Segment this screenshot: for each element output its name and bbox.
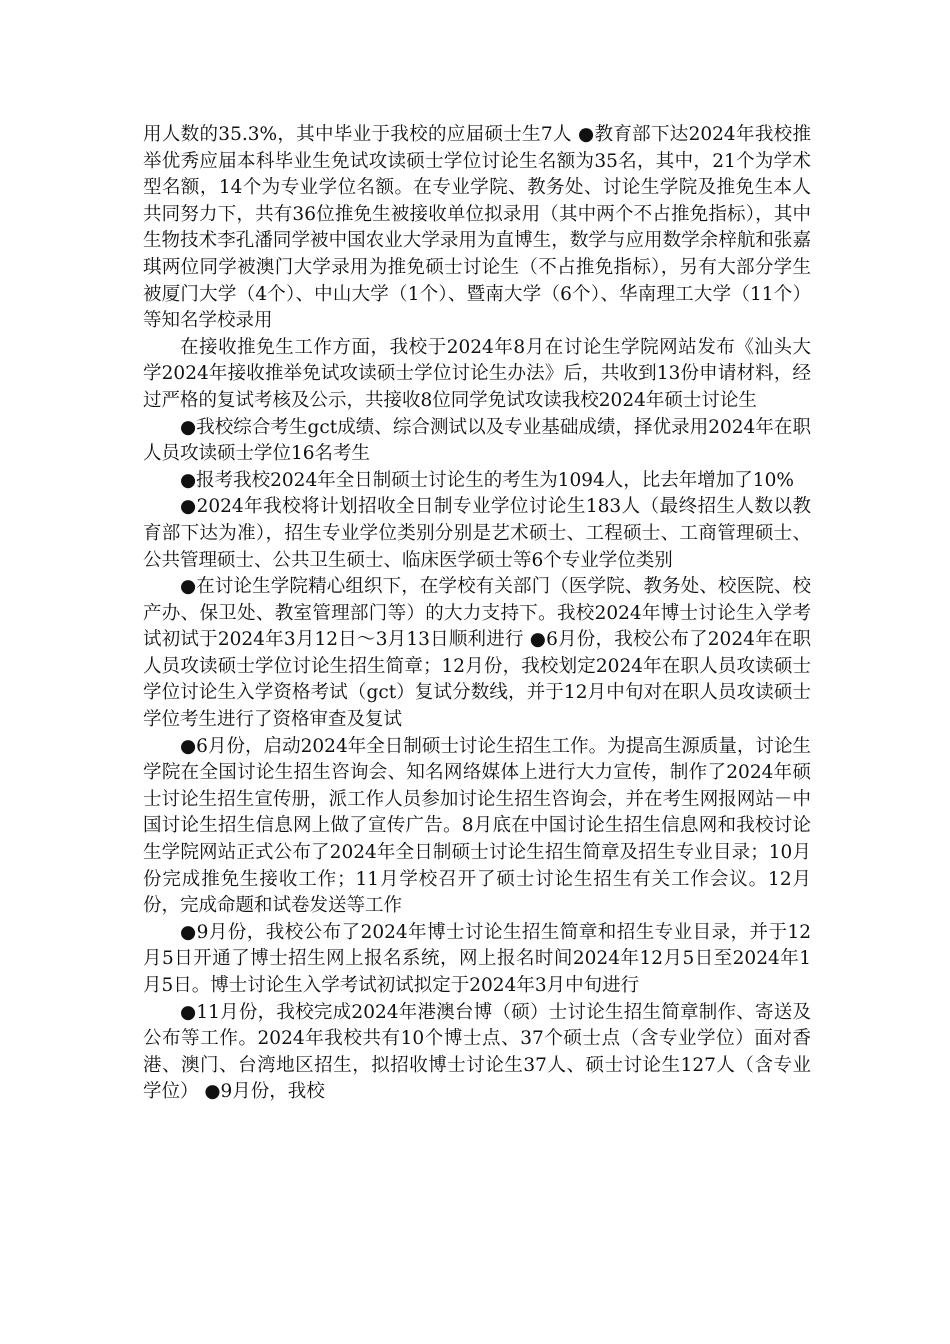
paragraph-hk-macau-taiwan: ●11月份，我校完成2024年港澳台博（硕）士讨论生招生简章制作、寄送及公布等工作。2024年我校共有10个博士点、37个硕士点（含专业学位）面对香港、澳门、台湾地区招生，拟招收博士讨论生37人、硕士讨论生127人（含专业学位） ●9月份，我校 — [143, 1001, 811, 1103]
paragraph-professional-degree-plan: ●2024年我校将计划招收全日制专业学位讨论生183人（最终招生人数以教育部下达为准），招生专业学位类别分别是艺术硕士、工程硕士、工商管理硕士、公共管理硕士、公共卫生硕士、临床医学硕士等6个专业学位类别 — [143, 496, 811, 571]
paragraph-admission-summary: 用人数的35.3%，其中毕业于我校的应届硕士生7人 ●教育部下达2024年我校推举优秀应届本科毕业生免试攻读硕士学位讨论生名额为35名，其中，21个为学术型名额，14个为专业学位名额。在专业学院、教务处、讨论生学院及推免生本人共同努力下，共有36位推免生被接收单位拟录用（其中两个不占推免指标），其中生物技术李孔潘同学被中国农业大学录用为直博生，数学与应用数学余梓航和张嘉琪两位同学被澳门大学录用为推免硕士讨论生（不占推免指标），另有大部分学生被厦门大学（4个）、中山大学（1个）、暨南大学（6个）、华南理工大学（11个）等知名学校录用 — [143, 124, 811, 332]
paragraph-masters-recruitment: ●6月份，启动2024年全日制硕士讨论生招生工作。为提高生源质量，讨论生学院在全国讨论生招生咨询会、知名网络媒体上进行大力宣传，制作了2024年硕士讨论生招生宣传册，派工作人员参加讨论生招生咨询会，并在考生网报网站－中国讨论生招生信息网上做了宣传广告。8月底在中国讨论生招生信息网和我校讨论生学院网站正式公布了2024年全日制硕士讨论生招生简章及招生专业目录；10月份完成推免生接收工作；11月学校召开了硕士讨论生招生有关工作会议。12月份，完成命题和试卷发送等工作 — [143, 735, 811, 917]
paragraph-applicant-count: ●报考我校2024年全日制硕士讨论生的考生为1094人，比去年增加了10% — [180, 469, 794, 491]
paragraph-doctoral-recruitment: ●9月份，我校公布了2024年博士讨论生招生简章和招生专业目录，并于12月5日开通了博士招生网上报名系统，网上报名时间2024年12月5日至2024年1月5日。博士讨论生入学考试初试拟定于2024年3月中旬进行 — [143, 921, 811, 996]
document-body — [143, 122, 811, 1106]
paragraph-recommended-students: 在接收推免生工作方面，我校于2024年8月在讨论生学院网站发布《汕头大学2024年接收推举免试攻读硕士学位讨论生办法》后，共收到13份申请材料，经过严格的复试考核及公示，共接收8位同学免试攻读我校2024年硕士讨论生 — [143, 336, 811, 411]
paragraph-doctoral-exam: ●在讨论生学院精心组织下，在学校有关部门（医学院、教务处、校医院、校产办、保卫处、教室管理部门等）的大力支持下。我校2024年博士讨论生入学考试初试于2024年3月12日～3月13日顺利进行 ●6月份，我校公布了2024年在职人员攻读硕士学位讨论生招生简章；12月份，我校划定2024年在职人员攻读硕士学位讨论生入学资格考试（gct）复试分数线，并于12月中旬对在职人员攻读硕士学位考生进行了资格审查及复试 — [143, 576, 811, 731]
paragraph-gct-admission: ●我校综合考生gct成绩、综合测试以及专业基础成绩，择优录用2024年在职人员攻读硕士学位16名考生 — [143, 416, 811, 465]
